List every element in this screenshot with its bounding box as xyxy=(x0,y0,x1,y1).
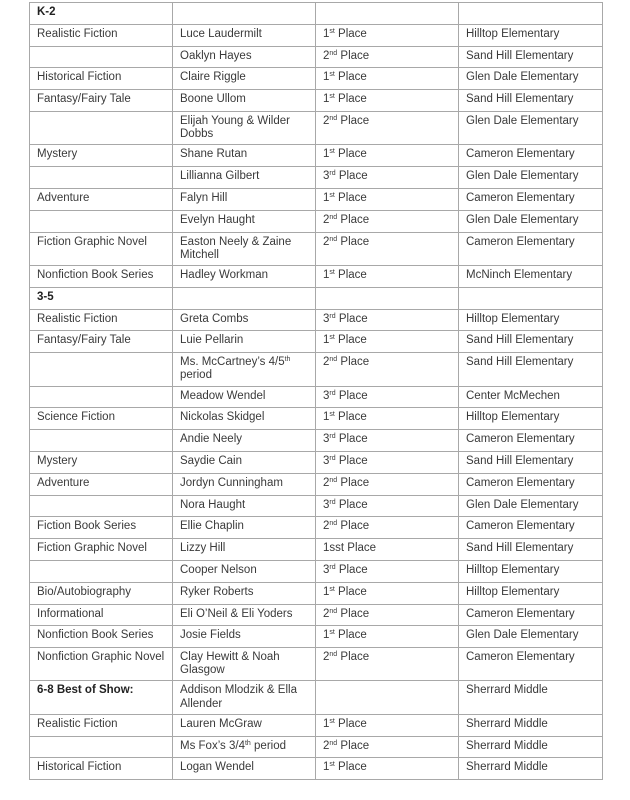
school-cell: Sand Hill Elementary xyxy=(459,353,603,386)
name-text: Lauren McGraw xyxy=(180,717,262,730)
name-text: Andie Neely xyxy=(180,433,243,446)
name-text: Boone Ullom xyxy=(180,93,246,106)
table-row xyxy=(30,560,603,582)
name-cell xyxy=(173,560,316,582)
place-label: Place xyxy=(335,563,368,576)
place-label: Place xyxy=(334,71,367,84)
table-row xyxy=(30,714,603,736)
name-cell xyxy=(173,714,316,736)
place-cell xyxy=(316,331,459,353)
school-cell xyxy=(459,287,603,309)
place-number: 1 xyxy=(323,334,330,347)
place-label: Place xyxy=(334,268,367,281)
place-cell xyxy=(316,517,459,539)
place-cell xyxy=(316,473,459,495)
place-cell xyxy=(316,353,459,386)
place-cell xyxy=(316,111,459,144)
school-cell: Hilltop Elementary xyxy=(459,582,603,604)
place-cell xyxy=(316,232,459,265)
place-number: 1 xyxy=(323,761,330,774)
place-ordinal-suffix: st xyxy=(329,71,335,79)
name-text-rest: period xyxy=(180,369,212,382)
category-cell: Adventure xyxy=(30,473,173,495)
name-text: Falyn Hill xyxy=(180,191,228,204)
category-cell: Fantasy/Fairy Tale xyxy=(30,90,173,112)
place-label: Place xyxy=(337,651,370,664)
name-text: Claire Riggle xyxy=(180,71,246,84)
school-cell: Cameron Elementary xyxy=(459,517,603,539)
category-cell: Fiction Graphic Novel xyxy=(30,232,173,265)
place-ordinal-suffix: rd xyxy=(329,312,336,320)
category-cell xyxy=(30,210,173,232)
place-ordinal-suffix: st xyxy=(329,717,335,725)
name-text: Lillianna Gilbert xyxy=(180,170,260,183)
place-label: Place xyxy=(337,356,370,369)
place-cell xyxy=(316,265,459,287)
category-cell xyxy=(30,386,173,408)
place-ordinal-suffix: rd xyxy=(329,389,336,397)
name-cell xyxy=(173,287,316,309)
name-cell xyxy=(173,386,316,408)
place-label: Place xyxy=(337,739,370,752)
category-cell: Informational xyxy=(30,604,173,626)
category-cell: Mystery xyxy=(30,145,173,167)
table-row xyxy=(30,473,603,495)
place-cell xyxy=(316,188,459,210)
name-cell xyxy=(173,167,316,189)
place-ordinal-suffix: rd xyxy=(329,498,336,506)
place-cell xyxy=(316,626,459,648)
place-label: Place xyxy=(334,93,367,106)
category-cell: Realistic Fiction xyxy=(30,24,173,46)
category-cell: Adventure xyxy=(30,188,173,210)
place-ordinal-suffix: st xyxy=(329,629,335,637)
table-row xyxy=(30,210,603,232)
place-number: 3 xyxy=(323,454,330,467)
name-text: Lizzy Hill xyxy=(180,542,226,555)
name-cell xyxy=(173,648,316,681)
name-cell xyxy=(173,353,316,386)
place-number: 1sst Place xyxy=(323,542,377,555)
place-label: Place xyxy=(334,27,367,40)
place-label: Place xyxy=(335,498,368,511)
place-number: 1 xyxy=(323,27,330,40)
place-cell xyxy=(316,736,459,758)
category-cell xyxy=(30,46,173,68)
name-text: Meadow Wendel xyxy=(180,389,266,402)
place-cell xyxy=(316,430,459,452)
table-row xyxy=(30,24,603,46)
place-label: Place xyxy=(334,629,367,642)
table-row xyxy=(30,386,603,408)
awards-table-body xyxy=(30,3,603,780)
category-cell xyxy=(30,111,173,144)
name-text: Clay Hewitt & Noah Glasgow xyxy=(180,651,280,677)
school-cell: McNinch Elementary xyxy=(459,265,603,287)
category-cell xyxy=(30,167,173,189)
place-label: Place xyxy=(337,213,370,226)
place-cell xyxy=(316,451,459,473)
section-header-row xyxy=(30,3,603,25)
school-cell: Sand Hill Elementary xyxy=(459,90,603,112)
place-ordinal-suffix: rd xyxy=(329,433,336,441)
name-text: Ellie Chaplin xyxy=(180,520,244,533)
school-cell: Center McMechen xyxy=(459,386,603,408)
place-number: 2 xyxy=(323,739,330,752)
place-number: 1 xyxy=(323,411,330,424)
category-cell xyxy=(30,736,173,758)
place-label: Place xyxy=(337,520,370,533)
place-label: Place xyxy=(334,411,367,424)
school-cell: Sherrard Middle xyxy=(459,681,603,714)
place-number: 2 xyxy=(323,356,330,369)
place-label: Place xyxy=(334,761,367,774)
place-cell xyxy=(316,46,459,68)
name-cell xyxy=(173,582,316,604)
place-ordinal-suffix: nd xyxy=(329,739,338,747)
category-cell xyxy=(30,495,173,517)
place-number: 1 xyxy=(323,268,330,281)
place-ordinal-suffix: st xyxy=(329,411,335,419)
name-cell xyxy=(173,24,316,46)
table-row xyxy=(30,648,603,681)
school-cell: Cameron Elementary xyxy=(459,648,603,681)
category-cell: Realistic Fiction xyxy=(30,714,173,736)
place-label: Place xyxy=(337,235,370,248)
name-text: Nickolas Skidgel xyxy=(180,411,265,424)
name-text-rest: period xyxy=(250,739,286,752)
place-label: Place xyxy=(334,334,367,347)
name-cell xyxy=(173,495,316,517)
category-cell: Bio/Autobiography xyxy=(30,582,173,604)
name-text: Easton Neely & Zaine Mitchell xyxy=(180,235,292,261)
name-superscript: th xyxy=(284,356,291,364)
school-cell: Sand Hill Elementary xyxy=(459,46,603,68)
category-cell xyxy=(30,353,173,386)
place-number: 2 xyxy=(323,213,330,226)
place-cell xyxy=(316,604,459,626)
place-number: 3 xyxy=(323,563,330,576)
place-cell xyxy=(316,539,459,561)
table-row xyxy=(30,145,603,167)
school-cell: Cameron Elementary xyxy=(459,604,603,626)
category-cell: Nonfiction Graphic Novel xyxy=(30,648,173,681)
table-row xyxy=(30,539,603,561)
category-cell: Nonfiction Book Series xyxy=(30,265,173,287)
category-cell: Historical Fiction xyxy=(30,68,173,90)
category-cell: 3-5 xyxy=(30,287,173,309)
school-cell: Hilltop Elementary xyxy=(459,408,603,430)
place-label: Place xyxy=(337,476,370,489)
place-ordinal-suffix: nd xyxy=(329,49,338,57)
name-cell xyxy=(173,473,316,495)
school-cell: Glen Dale Elementary xyxy=(459,495,603,517)
place-label: Place xyxy=(335,312,368,325)
name-text: Saydie Cain xyxy=(180,454,243,467)
table-row xyxy=(30,430,603,452)
place-ordinal-suffix: nd xyxy=(329,651,338,659)
place-ordinal-suffix: st xyxy=(329,191,335,199)
category-cell: Science Fiction xyxy=(30,408,173,430)
awards-table xyxy=(29,2,603,780)
name-cell xyxy=(173,539,316,561)
place-label: Place xyxy=(334,585,367,598)
name-text: Josie Fields xyxy=(180,629,241,642)
name-cell xyxy=(173,210,316,232)
table-row xyxy=(30,495,603,517)
table-row xyxy=(30,188,603,210)
name-text: Logan Wendel xyxy=(180,761,254,774)
place-label: Place xyxy=(335,389,368,402)
place-ordinal-suffix: nd xyxy=(329,356,338,364)
category-cell: Nonfiction Book Series xyxy=(30,626,173,648)
place-number: 2 xyxy=(323,520,330,533)
place-number: 2 xyxy=(323,49,330,62)
place-ordinal-suffix: st xyxy=(329,334,335,342)
place-label: Place xyxy=(337,49,370,62)
place-label: Place xyxy=(335,433,368,446)
place-cell xyxy=(316,210,459,232)
place-number: 1 xyxy=(323,148,330,161)
category-cell: 6-8 Best of Show: xyxy=(30,681,173,714)
place-number: 3 xyxy=(323,312,330,325)
name-text: Ryker Roberts xyxy=(180,585,254,598)
name-cell xyxy=(173,758,316,780)
name-cell xyxy=(173,90,316,112)
school-cell: Cameron Elementary xyxy=(459,188,603,210)
name-text: Shane Rutan xyxy=(180,148,248,161)
table-row xyxy=(30,46,603,68)
school-cell: Hilltop Elementary xyxy=(459,24,603,46)
school-cell: Sherrard Middle xyxy=(459,736,603,758)
place-cell xyxy=(316,560,459,582)
place-cell xyxy=(316,408,459,430)
name-cell xyxy=(173,232,316,265)
place-cell xyxy=(316,648,459,681)
place-ordinal-suffix: st xyxy=(329,761,335,769)
place-number: 2 xyxy=(323,651,330,664)
place-number: 3 xyxy=(323,433,330,446)
name-cell xyxy=(173,68,316,90)
school-cell: Glen Dale Elementary xyxy=(459,626,603,648)
place-cell xyxy=(316,24,459,46)
school-cell: Sand Hill Elementary xyxy=(459,331,603,353)
place-ordinal-suffix: nd xyxy=(329,607,338,615)
category-cell xyxy=(30,560,173,582)
place-cell xyxy=(316,582,459,604)
place-cell xyxy=(316,386,459,408)
table-row xyxy=(30,758,603,780)
place-ordinal-suffix: nd xyxy=(329,213,338,221)
place-number: 2 xyxy=(323,235,330,248)
school-cell xyxy=(459,3,603,25)
category-cell: Realistic Fiction xyxy=(30,309,173,331)
place-number: 3 xyxy=(323,170,330,183)
name-cell xyxy=(173,604,316,626)
category-cell: Historical Fiction xyxy=(30,758,173,780)
category-cell: Mystery xyxy=(30,451,173,473)
place-number: 1 xyxy=(323,71,330,84)
name-cell xyxy=(173,3,316,25)
name-cell xyxy=(173,626,316,648)
place-label: Place xyxy=(335,170,368,183)
table-row xyxy=(30,626,603,648)
place-cell xyxy=(316,758,459,780)
name-text: Nora Haught xyxy=(180,498,246,511)
name-text: Cooper Nelson xyxy=(180,563,257,576)
table-row xyxy=(30,736,603,758)
name-text: Evelyn Haught xyxy=(180,213,255,226)
name-text: Oaklyn Hayes xyxy=(180,49,252,62)
place-cell xyxy=(316,287,459,309)
place-number: 3 xyxy=(323,389,330,402)
school-cell: Cameron Elementary xyxy=(459,473,603,495)
name-superscript: th xyxy=(244,739,251,747)
table-row xyxy=(30,408,603,430)
section-header-row xyxy=(30,287,603,309)
place-number: 1 xyxy=(323,93,330,106)
place-ordinal-suffix: nd xyxy=(329,114,338,122)
table-row xyxy=(30,353,603,386)
name-cell xyxy=(173,451,316,473)
place-number: 3 xyxy=(323,498,330,511)
place-ordinal-suffix: nd xyxy=(329,476,338,484)
place-label: Place xyxy=(334,717,367,730)
place-number: 1 xyxy=(323,629,330,642)
place-label: Place xyxy=(337,607,370,620)
place-ordinal-suffix: rd xyxy=(329,454,336,462)
school-cell: Hilltop Elementary xyxy=(459,309,603,331)
name-cell xyxy=(173,430,316,452)
place-ordinal-suffix: st xyxy=(329,585,335,593)
category-cell: K-2 xyxy=(30,3,173,25)
table-row xyxy=(30,517,603,539)
place-ordinal-suffix: st xyxy=(329,93,335,101)
place-label: Place xyxy=(335,454,368,467)
school-cell: Sherrard Middle xyxy=(459,714,603,736)
place-number: 2 xyxy=(323,114,330,127)
table-row xyxy=(30,604,603,626)
school-cell: Glen Dale Elementary xyxy=(459,68,603,90)
place-cell xyxy=(316,309,459,331)
name-cell xyxy=(173,736,316,758)
name-text: Greta Combs xyxy=(180,312,249,325)
table-row xyxy=(30,451,603,473)
table-row xyxy=(30,265,603,287)
place-ordinal-suffix: st xyxy=(329,148,335,156)
place-ordinal-suffix: st xyxy=(329,27,335,35)
school-cell: Glen Dale Elementary xyxy=(459,167,603,189)
place-cell xyxy=(316,3,459,25)
name-text: Luie Pellarin xyxy=(180,334,244,347)
place-label: Place xyxy=(334,191,367,204)
place-number: 1 xyxy=(323,717,330,730)
category-cell: Fiction Graphic Novel xyxy=(30,539,173,561)
name-cell xyxy=(173,188,316,210)
school-cell: Hilltop Elementary xyxy=(459,560,603,582)
name-cell xyxy=(173,309,316,331)
place-number: 2 xyxy=(323,607,330,620)
name-cell xyxy=(173,681,316,714)
table-row xyxy=(30,111,603,144)
place-ordinal-suffix: nd xyxy=(329,235,338,243)
name-text: Hadley Workman xyxy=(180,268,268,281)
place-cell xyxy=(316,90,459,112)
name-cell xyxy=(173,408,316,430)
place-cell xyxy=(316,714,459,736)
name-cell xyxy=(173,46,316,68)
category-cell: Fantasy/Fairy Tale xyxy=(30,331,173,353)
category-cell xyxy=(30,430,173,452)
table-row xyxy=(30,232,603,265)
table-row xyxy=(30,309,603,331)
place-ordinal-suffix: rd xyxy=(329,170,336,178)
place-ordinal-suffix: rd xyxy=(329,563,336,571)
name-text: Ms. McCartney’s 4/5 xyxy=(180,356,285,369)
school-cell: Cameron Elementary xyxy=(459,232,603,265)
name-cell xyxy=(173,111,316,144)
section-header-row xyxy=(30,681,603,714)
place-number: 1 xyxy=(323,191,330,204)
name-cell xyxy=(173,331,316,353)
table-row xyxy=(30,331,603,353)
place-cell xyxy=(316,68,459,90)
place-label: Place xyxy=(334,148,367,161)
place-cell xyxy=(316,167,459,189)
place-number: 2 xyxy=(323,476,330,489)
school-cell: Cameron Elementary xyxy=(459,430,603,452)
name-text: Jordyn Cunningham xyxy=(180,476,283,489)
name-text: Elijah Young & Wilder Dobbs xyxy=(180,114,290,141)
school-cell: Glen Dale Elementary xyxy=(459,210,603,232)
place-cell xyxy=(316,681,459,714)
table-row xyxy=(30,68,603,90)
name-cell xyxy=(173,265,316,287)
name-text: Addison Mlodzik & Ella Allender xyxy=(180,684,297,710)
place-number: 1 xyxy=(323,585,330,598)
place-ordinal-suffix: st xyxy=(329,268,335,276)
place-cell xyxy=(316,495,459,517)
school-cell: Glen Dale Elementary xyxy=(459,111,603,144)
school-cell: Sherrard Middle xyxy=(459,758,603,780)
table-row xyxy=(30,90,603,112)
name-text: Eli O’Neil & Eli Yoders xyxy=(180,607,293,620)
category-cell: Fiction Book Series xyxy=(30,517,173,539)
table-row xyxy=(30,167,603,189)
place-label: Place xyxy=(337,114,370,127)
name-cell xyxy=(173,145,316,167)
table-row xyxy=(30,582,603,604)
school-cell: Cameron Elementary xyxy=(459,145,603,167)
school-cell: Sand Hill Elementary xyxy=(459,451,603,473)
place-ordinal-suffix: nd xyxy=(329,520,338,528)
place-cell xyxy=(316,145,459,167)
name-text: Luce Laudermilt xyxy=(180,27,262,40)
school-cell: Sand Hill Elementary xyxy=(459,539,603,561)
name-cell xyxy=(173,517,316,539)
name-text: Ms Fox’s 3/4 xyxy=(180,739,245,752)
